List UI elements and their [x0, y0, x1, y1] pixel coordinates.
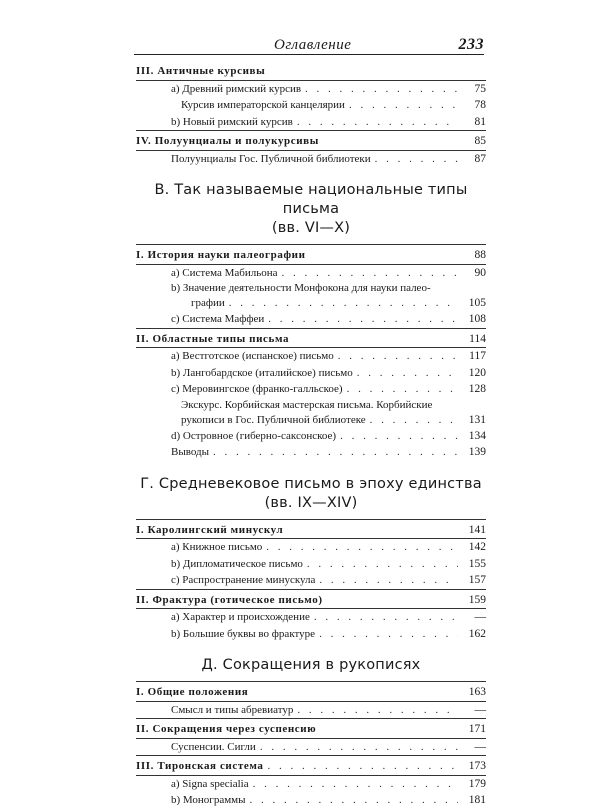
toc-entry-title: b) Монограммы	[171, 794, 246, 806]
toc-entry-title: c) Меровингское (франко-галльское)	[171, 383, 343, 395]
toc-entry-wrapped	[136, 398, 486, 413]
toc-entry-title: c) Система Маффеи	[171, 313, 265, 325]
toc-group-history	[136, 244, 486, 264]
toc-group-regional-items	[136, 347, 486, 461]
toc-page-number: 78	[474, 99, 486, 111]
toc-page-number: 108	[468, 313, 486, 325]
toc-page-number: 81	[474, 115, 486, 128]
toc-entry	[136, 365, 486, 382]
toc-group-tironian	[136, 755, 486, 775]
toc-entry-title: a) Книжное письмо	[171, 541, 263, 553]
section-heading-line: В. Так называемые национальные типы письма	[154, 182, 468, 217]
section-heading-line: Д. Сокращения в рукописях	[201, 657, 421, 673]
toc-page-number: 105	[468, 297, 486, 309]
toc-entry	[136, 444, 486, 461]
section-heading-g	[136, 475, 486, 513]
toc-page-number: 88	[474, 249, 486, 261]
toc-entry-title: Полуунциалы Гос. Публичной библиотеки	[171, 152, 371, 165]
toc-page-number: 139	[468, 446, 486, 458]
toc-group-suspension	[136, 718, 486, 738]
toc-entry	[136, 348, 486, 365]
toc-entry-title: b) Лангобардское (италийское) письмо	[171, 366, 353, 379]
toc-group-tironian-items	[136, 775, 486, 809]
toc-entry	[136, 247, 486, 264]
toc-entry	[136, 572, 486, 589]
toc-group-semiuncials-items	[136, 150, 486, 168]
toc-entry-title: рукописи в Гос. Публичной библиотеке	[181, 413, 366, 426]
toc-entry-title: II. Областные типы письма	[136, 332, 290, 345]
toc-page-number: 117	[469, 350, 486, 362]
section-heading-line: Г. Средневековое письмо в эпоху единства	[140, 475, 482, 492]
toc-page-number: 75	[474, 82, 486, 95]
toc-entry	[136, 684, 486, 701]
toc-page-number: 131	[468, 413, 486, 426]
toc-entry	[136, 311, 486, 328]
toc-entry	[136, 133, 486, 150]
toc-entry-title: a) Вестготское (испанское) письмо	[171, 350, 334, 362]
toc-entry-title: II. Сокращения через суспенсию	[136, 723, 317, 735]
toc-entry-title: Курсив императорской канцелярии	[181, 99, 345, 111]
toc-page-number: 141	[468, 523, 486, 536]
section-heading-line: (вв. VI—X)	[271, 220, 351, 236]
toc-page-number: 90	[474, 266, 486, 279]
toc-page-number: 159	[468, 593, 486, 606]
toc-entry-title: I. Каролингский минускул	[136, 523, 284, 536]
toc-entry-title: a) Система Мабильона	[171, 266, 278, 279]
toc-entry-title: c) Распространение минускула	[171, 574, 316, 586]
page-number: 233	[458, 36, 484, 53]
toc-group-antique-cursives-items	[136, 80, 486, 131]
toc-page-number: —	[474, 740, 486, 753]
toc-entry-title: a) Signa specialia	[171, 777, 249, 790]
toc-entry	[136, 609, 486, 626]
toc-page-number: 134	[468, 429, 486, 442]
toc-entry-title: b) Дипломатическое письмо	[171, 557, 303, 570]
toc-entry	[136, 556, 486, 573]
toc-page-number: 162	[468, 627, 486, 640]
toc-group-general-items	[136, 701, 486, 719]
table-of-contents	[136, 62, 486, 809]
toc-page-number: 85	[474, 135, 486, 147]
toc-page-number: —	[474, 703, 486, 716]
toc-entry-title: b) Большие буквы во фрактуре	[171, 627, 316, 640]
toc-page-number: 179	[468, 777, 486, 790]
toc-page-number: 181	[468, 794, 486, 806]
toc-entry	[136, 721, 486, 738]
toc-entry	[136, 539, 486, 556]
running-head	[134, 32, 484, 55]
toc-entry	[136, 776, 486, 793]
toc-entry	[136, 792, 486, 809]
toc-entry-title: d) Островное (гиберно-саксонское)	[171, 429, 337, 442]
toc-entry-title: I. История науки палеографии	[136, 249, 306, 261]
toc-entry	[136, 626, 486, 643]
section-heading-v	[136, 181, 486, 238]
toc-entry	[136, 151, 486, 168]
toc-page-number: 114	[469, 332, 486, 345]
toc-entry	[136, 522, 486, 539]
toc-page-number: 157	[468, 574, 486, 586]
toc-group-general	[136, 681, 486, 701]
toc-entry	[136, 413, 486, 428]
section-heading-line: (вв. IX—XIV)	[264, 494, 358, 511]
toc-page-number: 142	[468, 541, 486, 553]
section-heading-d	[136, 656, 486, 675]
toc-entry-title: I. Общие положения	[136, 686, 249, 698]
toc-group-fraktur	[136, 589, 486, 609]
toc-entry-title: a) Характер и происхождение	[171, 611, 310, 623]
toc-group-antique-cursives	[136, 62, 486, 80]
toc-page-number: 155	[468, 557, 486, 570]
toc-entry-title: II. Фрактура (готическое письмо)	[136, 593, 323, 606]
toc-group-carolingian-items	[136, 538, 486, 589]
toc-entry-title: Смысл и типы абревиатур	[171, 703, 294, 716]
toc-entry-title: Экскурс. Корбийская мастерская письма. Корбийские	[181, 398, 433, 411]
toc-entry-title: b) Новый римский курсив	[171, 115, 293, 128]
toc-entry-title: III. Тиронская система	[136, 760, 264, 772]
toc-entry-title: Суспенсии. Сигли	[171, 740, 256, 753]
toc-group-semiuncials	[136, 130, 486, 150]
toc-entry	[136, 265, 486, 282]
toc-entry-title: a) Древний римский курсив	[171, 82, 302, 95]
toc-page-number: —	[474, 611, 486, 623]
toc-entry-title: b) Значение деятельности Монфокона для науки палео-	[171, 282, 431, 294]
toc-entry-title: IV. Полуунциалы и полукурсивы	[136, 135, 319, 147]
toc-page-number: 120	[468, 366, 486, 379]
toc-entry	[136, 296, 486, 311]
toc-group-carolingian	[136, 519, 486, 539]
toc-entry	[136, 381, 486, 398]
toc-page-number: 173	[468, 760, 486, 772]
toc-group-fraktur-items	[136, 608, 486, 642]
toc-entry-title: графии	[191, 297, 225, 309]
toc-entry-title: III. Античные курсивы	[136, 65, 266, 77]
toc-group-regional	[136, 328, 486, 348]
toc-page-number: 87	[474, 152, 486, 165]
toc-entry	[136, 428, 486, 445]
toc-entry-title: Выводы	[171, 446, 210, 458]
toc-group-history-items	[136, 264, 486, 328]
toc-entry	[136, 331, 486, 348]
toc-entry	[136, 758, 486, 775]
toc-page-number: 163	[468, 686, 486, 698]
toc-entry-wrapped	[136, 281, 486, 296]
toc-entry	[136, 739, 486, 756]
toc-page-number: 128	[468, 383, 486, 395]
toc-group-suspension-items	[136, 738, 486, 756]
toc-entry	[136, 592, 486, 609]
running-head-title: Оглавление	[274, 37, 352, 53]
toc-page-number: 171	[468, 723, 486, 735]
toc-entry	[136, 702, 486, 719]
toc-entry	[136, 63, 486, 80]
toc-entry	[136, 114, 486, 131]
toc-entry	[136, 81, 486, 98]
toc-entry	[136, 97, 486, 114]
